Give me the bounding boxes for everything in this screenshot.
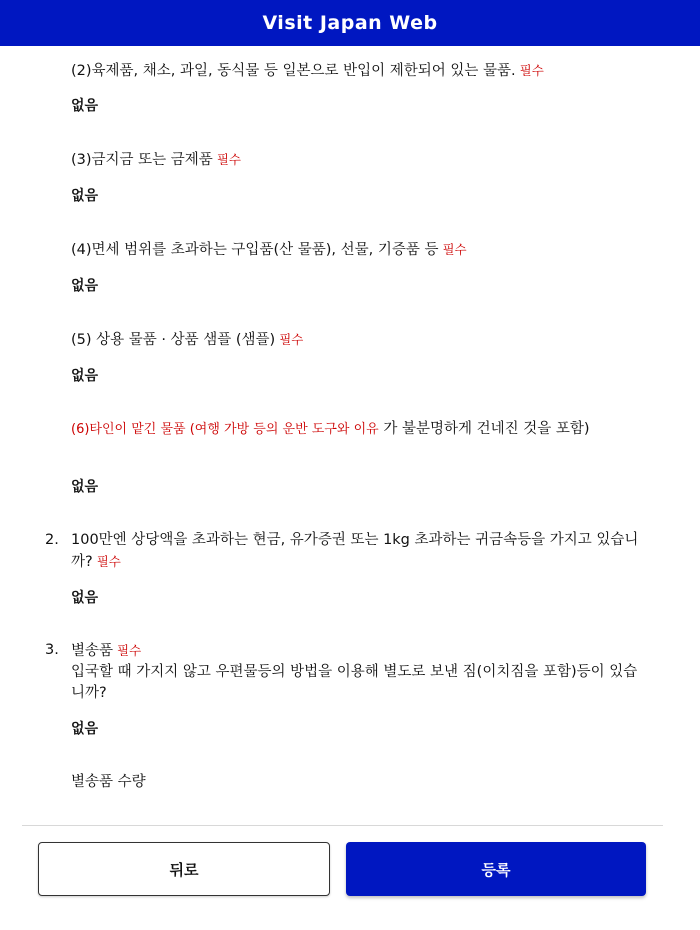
answer-duty-free-excess[interactable]: 없음 [71, 278, 99, 294]
question-separate-baggage: 별송품 필수 입국할 때 가지지 않고 우편물등의 방법을 이용해 별도로 보낸 짐(이치짐을 포함)등이 있습니까? [71, 643, 638, 701]
question-commercial-samples: (5) 상용 물품 · 상품 샘플 (샘플) 필수 [71, 332, 304, 348]
required-badge: 필수 [279, 332, 304, 347]
answer-items-from-others[interactable]: 없음 [71, 479, 99, 495]
separate-baggage-quantity-label: 별송품 수량 [71, 774, 146, 790]
answer-commercial-samples[interactable]: 없음 [71, 368, 99, 384]
required-badge: 필수 [96, 554, 121, 569]
answer-restricted-items[interactable]: 없음 [71, 98, 99, 114]
item-number: 2. [45, 532, 59, 548]
item-number: 3. [45, 642, 59, 658]
required-badge: 필수 [216, 152, 241, 167]
required-badge: 필수 [442, 242, 467, 257]
back-button[interactable]: 뒤로 [38, 842, 330, 896]
question-duty-free-excess: (4)면세 범위를 초과하는 구입품(산 물품), 선물, 기증품 등 필수 [71, 242, 467, 258]
answer-gold[interactable]: 없음 [71, 188, 99, 204]
required-badge: 필수 [519, 63, 544, 78]
question-restricted-items: (2)육제품, 채소, 과일, 동식물 등 일본으로 반입이 제한되어 있는 물품. 필수 [71, 63, 544, 79]
question-cash-securities: 100만엔 상당액을 초과하는 현금, 유가증권 또는 1kg 초과하는 귀금속등을 가지고 있습니까? 필수 [71, 532, 639, 570]
required-badge: 필수 [117, 643, 142, 658]
app-header [0, 0, 700, 46]
customs-declaration-form [0, 46, 700, 826]
answer-separate-baggage[interactable]: 없음 [71, 721, 99, 737]
submit-button[interactable]: 등록 [346, 842, 646, 896]
question-items-from-others: (6)타인이 맡긴 물품 (여행 가방 등의 운반 도구와 이유 가 불분명하게 건네진 것을 포함) [71, 421, 590, 437]
question-gold: (3)금지금 또는 금제품 필수 [71, 152, 241, 168]
answer-cash-securities[interactable]: 없음 [71, 590, 99, 606]
footer-divider [22, 825, 663, 826]
app-title: Visit Japan Web [262, 12, 438, 34]
